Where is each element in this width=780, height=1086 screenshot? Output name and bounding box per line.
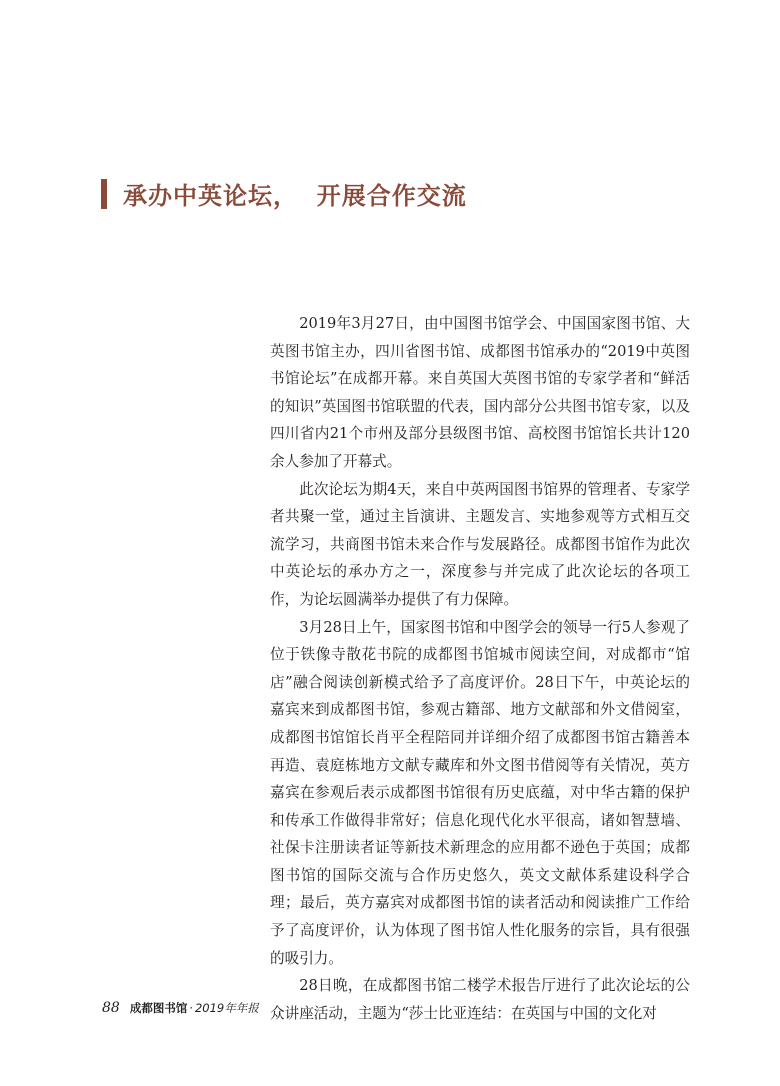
page-number: 88 bbox=[102, 1000, 120, 1016]
paragraph-1: 2019年3月27日，由中国图书馆学会、中国国家图书馆、大英图书馆主办，四川省图书馆、成都图书馆承办的“2019中英图书馆论坛”在成都开幕。来自英国大英图书馆的专家学者和“鲜活的知识”英国图书馆联盟的代表，国内部分公共图书馆专家，以及四川省内21个市州及部分县级图书馆、高校图书馆馆长共计120余人参加了开幕式。 bbox=[270, 315, 690, 470]
publication-name: 成都图书馆 bbox=[129, 1001, 188, 1015]
footer-separator: · bbox=[189, 1001, 193, 1015]
article-body bbox=[270, 310, 690, 1027]
section-title: 承办中英论坛， 开展合作交流 bbox=[123, 182, 467, 210]
paragraph-3: 3月28日上午，国家图书馆和中图学会的领导一行5人参观了位于铁像寺散花书院的成都图书馆城市阅读空间，对成都市“馆店”融合阅读创新模式给予了高度评价。28日下午，中英论坛的嘉宾来到成都图书馆，参观古籍部、地方文献部和外文借阅室，成都图书馆馆长肖平全程陪同并详细介绍了成都图书馆古籍善本再造、袁庭栋地方文献专藏库和外文图书借阅等有关情况，英方嘉宾在参观后表示成都图书馆很有历史底蕴，对中华古籍的保护和传承工作做得非常好；信息化现代化水平很高，诸如智慧墙、社保卡注册读者证等新技术新理念的应用都不逊色于英国；成都图书馆的国际交流与合作历史悠久，英文文献体系建设科学合理；最后，英方嘉宾对成都图书馆的读者活动和阅读推广工作给予了高度评价，认为体现了图书馆人性化服务的宗旨，具有很强的吸引力。 bbox=[270, 618, 690, 967]
paragraph-4: 28日晚，在成都图书馆二楼学术报告厅进行了此次论坛的公众讲座活动，主题为“莎士比亚连结：在英国与中国的文化对 bbox=[270, 977, 690, 1022]
paragraph-2: 此次论坛为期4天，来自中英两国图书馆界的管理者、专家学者共聚一堂，通过主旨演讲、主题发言、实地参观等方式相互交流学习，共商图书馆未来合作与发展路径。成都图书馆作为此次中英论坛的承办方之一，深度参与并完成了此次论坛的各项工作，为论坛圆满举办提供了有力保障。 bbox=[270, 480, 690, 608]
section-heading bbox=[101, 176, 467, 211]
annual-report-label: 2019年年报 bbox=[194, 1001, 259, 1015]
page-footer bbox=[102, 1000, 259, 1016]
heading-accent-bar bbox=[101, 179, 107, 209]
